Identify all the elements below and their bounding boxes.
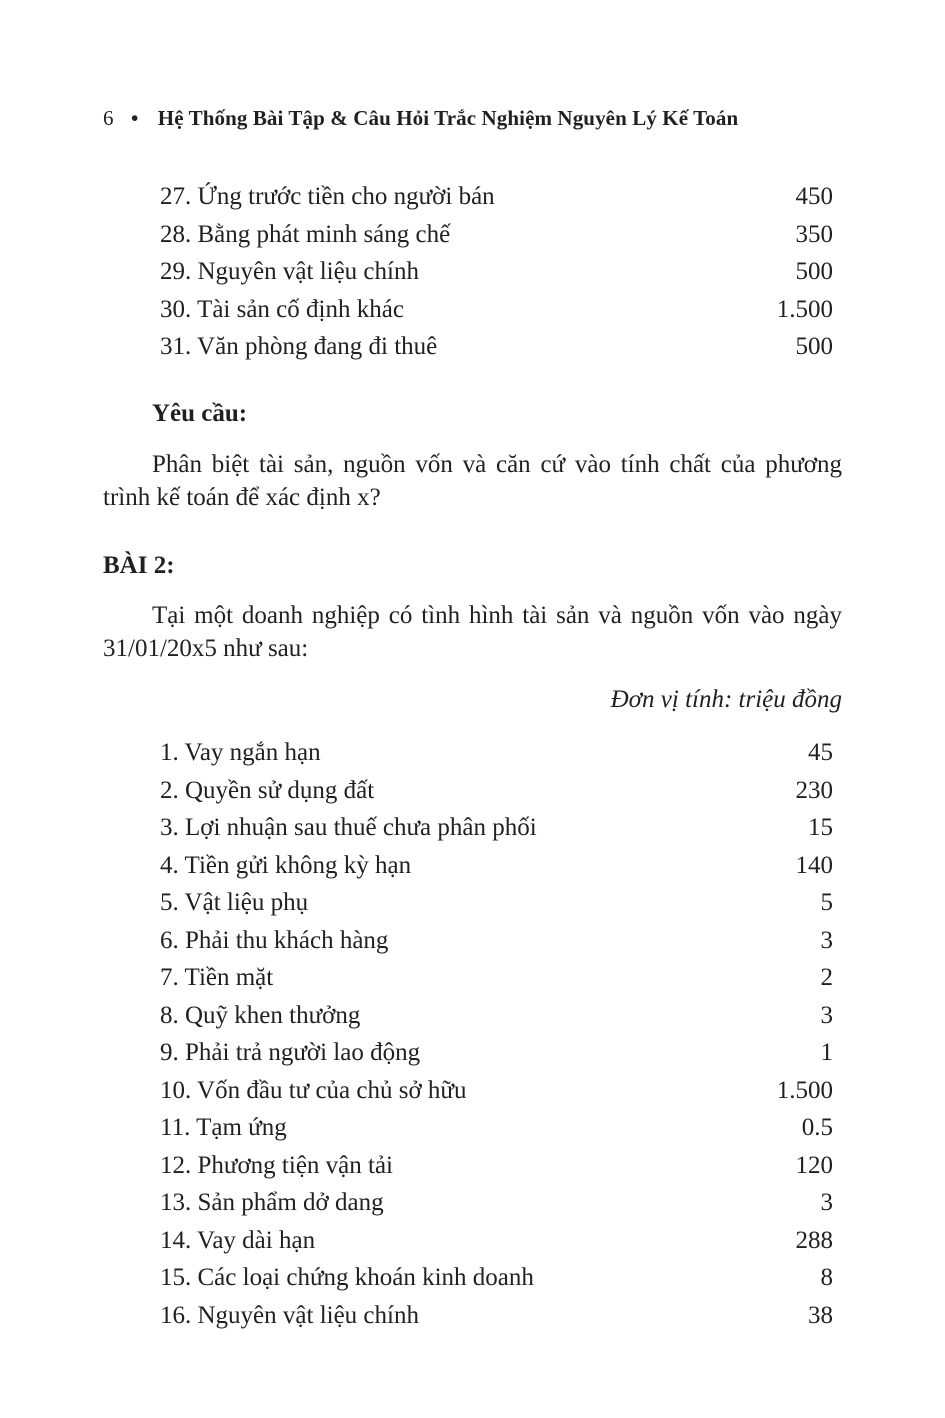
page-number: 6 <box>103 106 114 130</box>
bullet-separator: • <box>130 106 139 130</box>
item-value: 288 <box>795 1226 833 1254</box>
item-label: 30. Tài sản cố định khác <box>160 295 404 323</box>
item-label: 31. Văn phòng đang đi thuê <box>160 333 438 360</box>
item-label: 13. Sản phẩm dở dang <box>160 1189 384 1216</box>
item-label: 7. Tiền mặt <box>160 964 274 991</box>
list-item <box>160 734 833 772</box>
list-item <box>160 1034 833 1072</box>
item-value: 0.5 <box>801 1114 833 1141</box>
item-value: 500 <box>795 258 833 285</box>
list-item <box>160 1184 833 1222</box>
item-value: 1.500 <box>776 295 833 323</box>
item-value: 15 <box>808 814 833 841</box>
list-item <box>160 1147 833 1185</box>
list-item <box>160 847 833 885</box>
item-value: 140 <box>795 851 833 879</box>
item-label: 15. Các loại chứng khoán kinh doanh <box>160 1264 534 1291</box>
exercise2-intro: Tại một doanh nghiệp có tình hình tài sản và nguồn vốn vào ngày 31/01/20x5 như sau: <box>103 602 842 662</box>
item-value: 3 <box>820 1001 833 1029</box>
exercise1-item-list <box>160 178 833 366</box>
item-value: 3 <box>820 1189 833 1216</box>
list-item <box>160 1109 833 1147</box>
requirement-heading: Yêu cầu: <box>152 400 248 427</box>
item-label: 12. Phương tiện vận tải <box>160 1151 393 1179</box>
list-item <box>160 178 833 216</box>
book-title: Hệ Thống Bài Tập & Câu Hỏi Trắc Nghiệm Nguyên Lý Kế Toán <box>157 106 739 130</box>
list-item <box>160 1259 833 1297</box>
item-value: 38 <box>808 1301 833 1329</box>
item-label: 29. Nguyên vật liệu chính <box>160 258 419 285</box>
item-value: 45 <box>808 739 833 766</box>
requirement-text: Phân biệt tài sản, nguồn vốn và căn cứ vào tính chất của phương trình kế toán để xác định x? <box>103 451 842 511</box>
item-value: 8 <box>820 1264 833 1291</box>
list-item <box>160 809 833 847</box>
item-value: 1.500 <box>776 1076 833 1104</box>
exercise2-item-list <box>160 734 833 1334</box>
item-value: 1 <box>820 1039 833 1066</box>
item-label: 4. Tiền gửi không kỳ hạn <box>160 851 412 879</box>
running-header <box>103 106 738 131</box>
list-item <box>160 253 833 291</box>
list-item <box>160 1297 833 1335</box>
item-label: 27. Ứng trước tiền cho người bán <box>160 183 495 210</box>
item-label: 28. Bằng phát minh sáng chế <box>160 220 451 248</box>
item-label: 16. Nguyên vật liệu chính <box>160 1301 419 1329</box>
item-label: 2. Quyền sử dụng đất <box>160 776 375 804</box>
item-label: 5. Vật liệu phụ <box>160 889 309 916</box>
list-item <box>160 884 833 922</box>
item-label: 6. Phải thu khách hàng <box>160 926 389 954</box>
item-value: 5 <box>820 889 833 916</box>
item-value: 350 <box>795 220 833 248</box>
item-value: 120 <box>795 1151 833 1179</box>
item-label: 1. Vay ngắn hạn <box>160 739 321 766</box>
list-item <box>160 959 833 997</box>
item-label: 3. Lợi nhuận sau thuế chưa phân phối <box>160 814 537 841</box>
item-label: 11. Tạm ứng <box>160 1114 287 1141</box>
list-item <box>160 1222 833 1260</box>
item-label: 10. Vốn đầu tư của chủ sở hữu <box>160 1076 467 1104</box>
item-value: 2 <box>820 964 833 991</box>
list-item <box>160 922 833 960</box>
list-item <box>160 997 833 1035</box>
list-item <box>160 772 833 810</box>
item-value: 230 <box>795 776 833 804</box>
item-value: 3 <box>820 926 833 954</box>
list-item <box>160 291 833 329</box>
item-label: 14. Vay dài hạn <box>160 1226 316 1254</box>
exercise2-heading: BÀI 2: <box>103 552 175 579</box>
item-label: 9. Phải trả người lao động <box>160 1039 421 1066</box>
unit-note: Đơn vị tính: triệu đồng <box>610 686 842 713</box>
list-item <box>160 1072 833 1110</box>
list-item <box>160 328 833 366</box>
item-value: 450 <box>795 183 833 210</box>
item-value: 500 <box>795 333 833 360</box>
item-label: 8. Quỹ khen thưởng <box>160 1001 361 1029</box>
list-item <box>160 216 833 254</box>
